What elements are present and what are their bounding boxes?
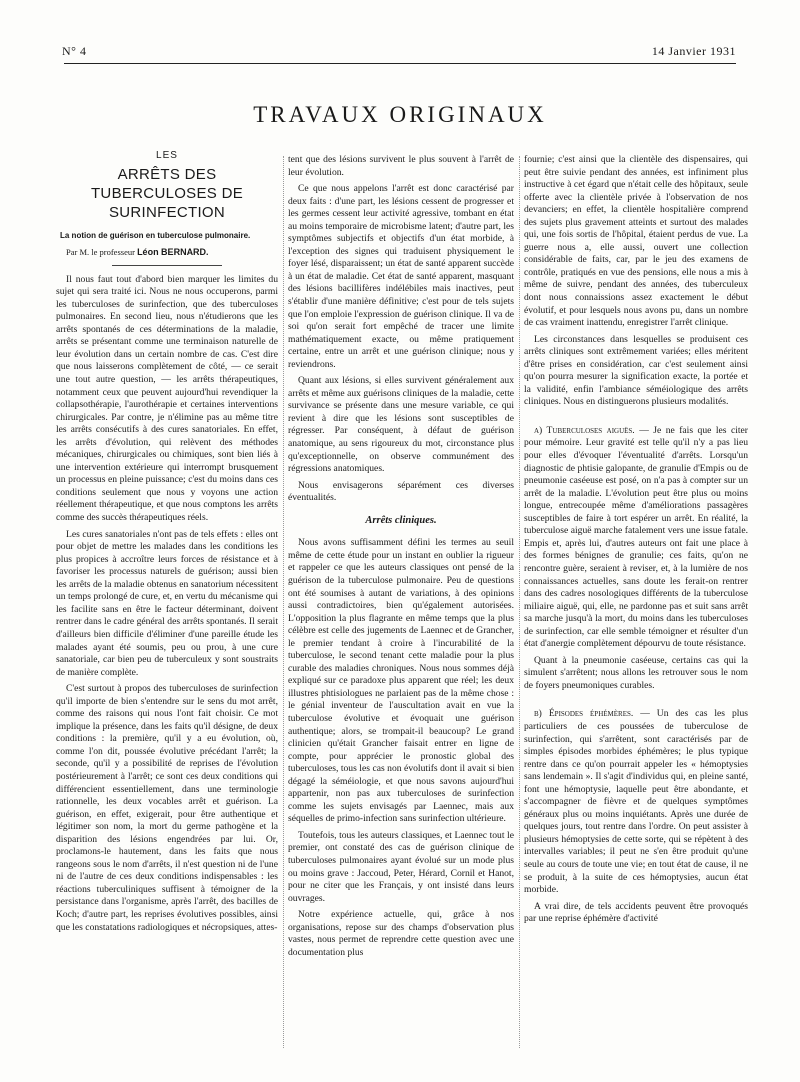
paragraph: Notre expérience actuelle, qui, grâce à nos organisations, repose sur des champs d'observation plus vastes, nous permet de reprendre cette question avec une documentation plus	[288, 909, 514, 958]
article-kicker: LES	[156, 150, 178, 161]
section-title: TRAVAUX ORIGINAUX	[253, 102, 547, 127]
spacer	[524, 413, 748, 425]
paragraph: Il nous faut tout d'abord bien marquer les limites du sujet qui sera traité ici. Nous ne nous occuperons, parmi les tuberculoses de surinfection, que des tuberculoses pulmonaires. En second lieu, nous n'étudierons que les arrêts spontanés de ces déterminations de la maladie, arrêts se présentant comme une terminaison naturelle de leur évolution dans un certain nombre de cas. C'est dire que nous laisserons complètement de côté, — ce serait une tout autre question, — les arrêts thérapeutiques, notamment ceux que peuvent aujourd'hui revendiquer la collapsothérapie, l'aurothérapie et certaines interventions chirurgicales. Par contre, je n'élimine pas au même titre les arrêts consécutifs à des cures sanatoriales. En effet, les arrêts d'évolution, qui relèvent des méthodes mécaniques, chirurgicales ou chimiques, sont bien liés à une intervention extérieure qui interrompt brusquement un processus en pleine puissance; c'est du moins dans ces conditions seulement que nous y voyons une action réellement thérapeutique, et que nous comptons les arrêts comme des succès thérapeutiques réels.	[56, 273, 278, 524]
subsection-heading: Arrêts cliniques.	[365, 514, 437, 526]
paragraph: Quant aux lésions, si elles survivent généralement aux arrêts et même aux guérisons cliniques de la maladie, cette survivance se présente dans une mesure variable, ce qui revient à dire que les lésions sont susceptibles de régresser. Par conséquent, à défaut de guérison anatomique, au sens rigoureux du mot, circonstance plus qu'exceptionnelle, on observe communément des régressions anatomiques.	[288, 375, 514, 475]
spacer	[524, 696, 748, 708]
paragraph: Les cures sanatoriales n'ont pas de tels effets : elles ont pour objet de mettre les malades dans les conditions les plus propices à accroître leurs forces de résistance et à favoriser les processus naturels de guérison; aussi bien les arrêts de la maladie obtenus en sanatorium nécessitent un temps prolongé de cure, et, en vertu du mécanisme qui les facilite sans en être le facteur déterminant, doivent rentrer dans le cadre général des arrêts spontanés. Il serait d'ailleurs bien difficile d'éliminer d'une pareille étude les malades ayant été soumis, peu ou prou, à une cure sanatoriale, car bien peu de tuberculeux y sont soustraits de manière complète.	[56, 528, 278, 678]
column-3	[524, 154, 748, 930]
issue-date: 14 Janvier 1931	[651, 44, 736, 58]
paragraph: tent que des lésions survivent le plus souvent à l'arrêt de leur évolution.	[288, 154, 514, 178]
paragraph: Nous avons suffisamment défini les termes au seuil même de cette étude pour un instant en oublier la rigueur et rappeler ce que les auteurs classiques ont pensé de la guérison de la tuberculose pulmonaire. Peu de questions ont été soumises à autant de variations, à des opinions aussi contradictoires, bien qu'également autorisées. L'opposition la plus flagrante en même temps que la plus célèbre est celle des jugements de Laennec et de Grancher, le premier tendant à croire à l'incurabilité de la tuberculose, le second tenant cette maladie pour la plus curable des maladies chroniques. Nous nous sommes déjà expliqué sur ce paradoxe plus apparent que réel; les deux illustres phtisiologues ne parlaient pas de la même chose : le génial inventeur de l'auscultation avait en vue la tuberculose évolutive et évoquait une guérison authentique; alors, se trompait-il beaucoup? Le grand clinicien qu'était Grancher faisait entrer en ligne de compte, pour apprécier le pronostic global des tuberculoses, tous les cas non évolutifs dont il avait si bien dégagé la séméiologie, et que nous savons aujourd'hui appartenir, non pas aux tuberculoses de surinfection comme les sujets envisagés par Laennec, mais aux séquelles de primo-infection sans surinfection ultérieure.	[288, 537, 514, 825]
paragraph: Quant à la pneumonie caséeuse, certains cas qui la simulent s'arrêtent; nous allons les retrouver sous le nom de foyers pneumoniques curables.	[524, 654, 748, 691]
paragraph	[524, 425, 748, 651]
paragraph: Ce que nous appelons l'arrêt est donc caractérisé par deux faits : d'une part, les lésions cessent de progresser et les germes cessent leur activité agressive, tombant en état au moins temporaire de microbisme latent; d'autre part, les symptômes subjectifs et objectifs d'un état morbide, à l'exception des signes qui traduisent physiquement le foyer lésé, disparaissent; un état de santé apparent succède à un état de maladie. Cet état de santé apparent, masquant des lésions bacillifères indélébiles mais inactives, peut s'établir d'une manière définitive; c'est pour de tels sujets que l'on emploie l'expression de guérison clinique. Il va de soi qu'on serait fort empêché de tracer une limite mathématiquement exacte, ou même pratiquement certaine, entre un arrêt et une guérison clinique; nous y reviendrons.	[288, 183, 514, 370]
column-1	[56, 150, 278, 938]
title-rule	[112, 265, 222, 266]
paragraph	[524, 708, 748, 896]
author-name: Léon BERNARD.	[137, 247, 209, 258]
paragraph: Nous envisagerons séparément ces diverses éventualités.	[288, 479, 514, 504]
paragraph: A vrai dire, de tels accidents peuvent être provoqués par une reprise éphémère d'activité	[524, 900, 748, 925]
subsection-label: b) Épisodes éphémères.	[534, 708, 634, 720]
column-2	[288, 154, 514, 963]
subsection-label: a) Tuberculoses aiguës.	[534, 424, 635, 436]
article-author	[66, 246, 278, 259]
issue-number: N° 4	[62, 44, 87, 58]
header-rule	[64, 63, 736, 64]
paragraph-text: — Un des cas les plus particuliers de ces poussées de tuberculose de surinfection, qui s'arrêtent, sont caractérisés par de simples épisodes morbides éphémères; le plus typique rentre dans ce qu'on pourrait appeler les « hémoptysies sans lendemain ». Il s'agit d'individus qui, en pleine santé, font une hémoptysie, laquelle peut être abondante, et s'accompagner de fièvre et de quelques symptômes généraux plus ou moins inquiétants. Après une durée de quelques jours, tout rentre dans l'ordre. On peut assister à plusieurs hémoptysies de cette sorte, qui se répètent à des intervalles variables; il peut ne s'en être produit qu'une seule au cours de toute une vie; en tout état de cause, il ne se produit, à la suite de ces hémoptysies, aucun état morbide.	[524, 708, 748, 896]
paragraph: Toutefois, tous les auteurs classiques, et Laennec tout le premier, ont constaté des cas de guérison clinique de tuberculoses pulmonaires ayant évolué sur un mode plus ou moins grave : Jaccoud, Peter, Hérard, Cornil et Hanot, pour ne citer que les Français, y ont insisté dans leurs ouvrages.	[288, 829, 514, 904]
paragraph-text: — Je ne fais que les citer pour mémoire. Leur gravité est telle qu'il n'y a pas lieu pour elles d'évoquer l'éventualité d'arrêts. Lorsqu'un diagnostic de phtisie galopante, de granulie d'Empis ou de pneumonie caséeuse est posé, on n'a pas à compter sur un arrêt de la maladie. L'évolution peut être plus ou moins longue, entrecoupée même d'améliorations passagères susceptibles de faire à tort espérer un arrêt. En réalité, la tuberculose aiguë marche fatalement vers une issue fatale. Empis et, après lui, d'autres auteurs ont fait une place à des formes bénignes de granulie; ces faits, qu'on ne rencontre guère, seraient à reviser, et, à la lumière de nos connaissances actuelles, sans doute les ferait-on rentrer dans des cadres nosologiques différents de la tuberculose miliaire aiguë, qui, elle, ne pardonne pas et suit sans arrêt sa marche jusqu'à la mort, du moins dans les tuberculoses de surinfection, car elle semble témoigner et résulter d'un état d'anergie complètement dépourvu de toute résistance.	[524, 424, 748, 650]
paragraph: C'est surtout à propos des tuberculoses de surinfection qu'il importe de bien s'entendre sur le sens du mot arrêt, comme des raisons qui nous l'ont fait choisir. Ce mot implique la présence, dans les faits qu'il désigne, de deux conditions : la première, qu'il y a eu évolution, où, comme l'on dit, poussée évolutive précédant l'arrêt; la seconde, qu'il y a possibilité de reprises de l'évolution postérieurement à l'arrêt; ce sont ces deux conditions qui différencient essentiellement, dans une terminologie rationnelle, les deux vocables arrêt et guérison. La guérison, en effet, exigerait, pour être authentique et légitimer son nom, la mort du germe pathogène et la disparition des lésions engendrées par lui. Or, proclamons-le hautement, dans les faits que nous rangeons sous le nom d'arrêts, il n'est question ni de l'une ni de l'autre de ces deux conditions indispensables : les réactions tuberculiniques suffisent à témoigner de la persistance dans l'organisme, après l'arrêt, des bacilles de Koch; d'autre part, les reprises évolutives possibles, ainsi que les constatations radiologiques et nécropsiques, attes-	[56, 683, 278, 933]
column-divider	[283, 156, 284, 1048]
paragraph: fournie; c'est ainsi que la clientèle des dispensaires, qui peut être suivie pendant des années, est infiniment plus instructive à cet égard que n'était celle des hôpitaux, seule offerte avec la clientèle privée à l'observation de nos devanciers; en effet, la clientèle hospitalière comprend des sujets plus gravement atteints et surtout des malades qui, une fois sortis de l'hôpital, étaient perdus de vue. La guerre nous a, elle aussi, ouvert une collection considérable de faits, car, par le jeu des examens de contrôle, pratiqués en vue des pensions, elle nous a mis à même de suivre, pendant des années, des tuberculeux dont nous connaissions assez exactement le début évolutif, et pour lesquels nous avons pu, dans un nombre de cas vraiment inattendu, enregistrer l'arrêt clinique.	[524, 154, 748, 329]
article-subtitle: La notion de guérison en tuberculose pulmonaire.	[60, 230, 251, 240]
article-title: ARRÊTS DES TUBERCULOSES DE SURINFECTION	[90, 165, 244, 221]
paragraph: Les circonstances dans lesquelles se produisent ces arrêts cliniques sont extrêmement variées; elles méritent d'être prises en considération, car c'est seulement ainsi qu'on pourra mesurer la signification exacte, la portée et la validité, enfin l'ambiance séméiologique des arrêts cliniques. Nous en distinguerons plusieurs modalités.	[524, 333, 748, 408]
column-divider	[519, 156, 520, 1048]
author-prefix: Par M. le professeur	[66, 247, 138, 258]
